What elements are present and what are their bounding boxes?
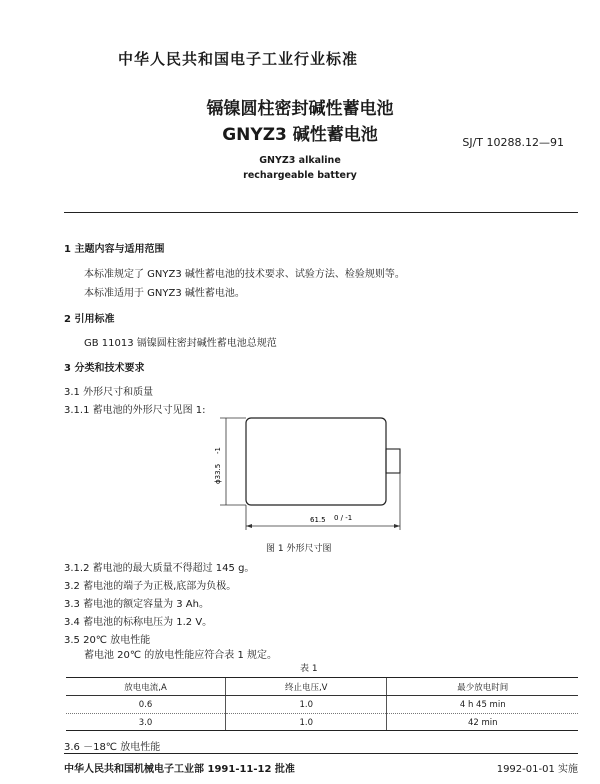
footer-divider — [64, 753, 578, 754]
clause-3-2: 3.2 蓄电池的端子为正极,底部为负极。 — [64, 581, 237, 592]
table-1-title: 表 1 — [300, 664, 318, 674]
clause-3-4: 3.4 蓄电池的标称电压为 1.2 V。 — [64, 617, 213, 628]
english-title-line-1: GNYZ3 alkaline — [259, 155, 341, 166]
clause-3-5-text: 蓄电池 20℃ 的放电性能应符合表 1 规定。 — [84, 650, 278, 661]
english-title-line-2: rechargeable battery — [243, 170, 357, 181]
approval-statement: 中华人民共和国机械电子工业部 1991-11-12 批准 — [64, 764, 295, 775]
arrow-right — [394, 524, 400, 528]
arrow-left — [246, 524, 252, 528]
header-discharge-current: 放电电流,A — [66, 678, 226, 696]
clause-3-6: 3.6 －18℃ 放电性能 — [64, 742, 161, 753]
clause-3-3: 3.3 蓄电池的额定容量为 3 Ah。 — [64, 599, 209, 610]
issuing-organization: 中华人民共和国电子工业行业标准 — [118, 50, 359, 68]
cell-time: 4 h 45 min — [387, 696, 578, 714]
clause-3-1: 3.1 外形尺寸和质量 — [64, 387, 154, 398]
length-tolerance: 0 / -1 — [334, 514, 353, 522]
section-2-heading: 2 引用标准 — [64, 314, 115, 325]
clause-3-1-2: 3.1.2 蓄电池的最大质量不得超过 145 g。 — [64, 563, 255, 574]
cell-current: 0.6 — [66, 696, 226, 714]
table-header-row — [66, 678, 578, 696]
table-bottom-rule — [66, 730, 578, 731]
document-title: 镉镍圆柱密封碱性蓄电池 — [206, 99, 394, 119]
section-1-paragraph-1: 本标准规定了 GNYZ3 碱性蓄电池的技术要求、试验方法、检验规则等。 — [84, 269, 405, 280]
section-3-heading: 3 分类和技术要求 — [64, 363, 145, 374]
cell-time: 42 min — [387, 714, 578, 732]
section-1-paragraph-2: 本标准适用于 GNYZ3 碱性蓄电池。 — [84, 288, 245, 299]
header-end-voltage: 终止电压,V — [226, 678, 387, 696]
table-1 — [66, 678, 578, 731]
table-row — [66, 696, 578, 714]
battery-body-outline — [246, 418, 386, 505]
table-row — [66, 714, 578, 732]
effective-date: 1992-01-01 实施 — [496, 764, 578, 775]
cell-voltage: 1.0 — [226, 714, 387, 732]
standard-number: SJ/T 10288.12—91 — [462, 136, 564, 149]
document-subtitle: GNYZ3 碱性蓄电池 — [222, 125, 378, 145]
positive-terminal — [386, 449, 400, 473]
clause-3-5: 3.5 20℃ 放电性能 — [64, 635, 151, 646]
section-1-heading: 1 主题内容与适用范围 — [64, 244, 165, 255]
header-min-discharge-time: 最少放电时间 — [387, 678, 578, 696]
referenced-standard: GB 11013 镉镍圆柱密封碱性蓄电池总规范 — [84, 338, 277, 349]
diameter-tolerance: -1 — [214, 447, 222, 454]
clause-3-1-1: 3.1.1 蓄电池的外形尺寸见图 1: — [64, 405, 206, 416]
figure-1-drawing — [190, 412, 430, 538]
length-label: 61.5 — [310, 516, 326, 524]
cell-voltage: 1.0 — [226, 696, 387, 714]
header-divider — [64, 212, 578, 213]
diameter-label: ϕ33.5 — [214, 463, 222, 484]
cell-current: 3.0 — [138, 717, 153, 728]
figure-1-caption: 图 1 外形尺寸图 — [266, 544, 332, 554]
